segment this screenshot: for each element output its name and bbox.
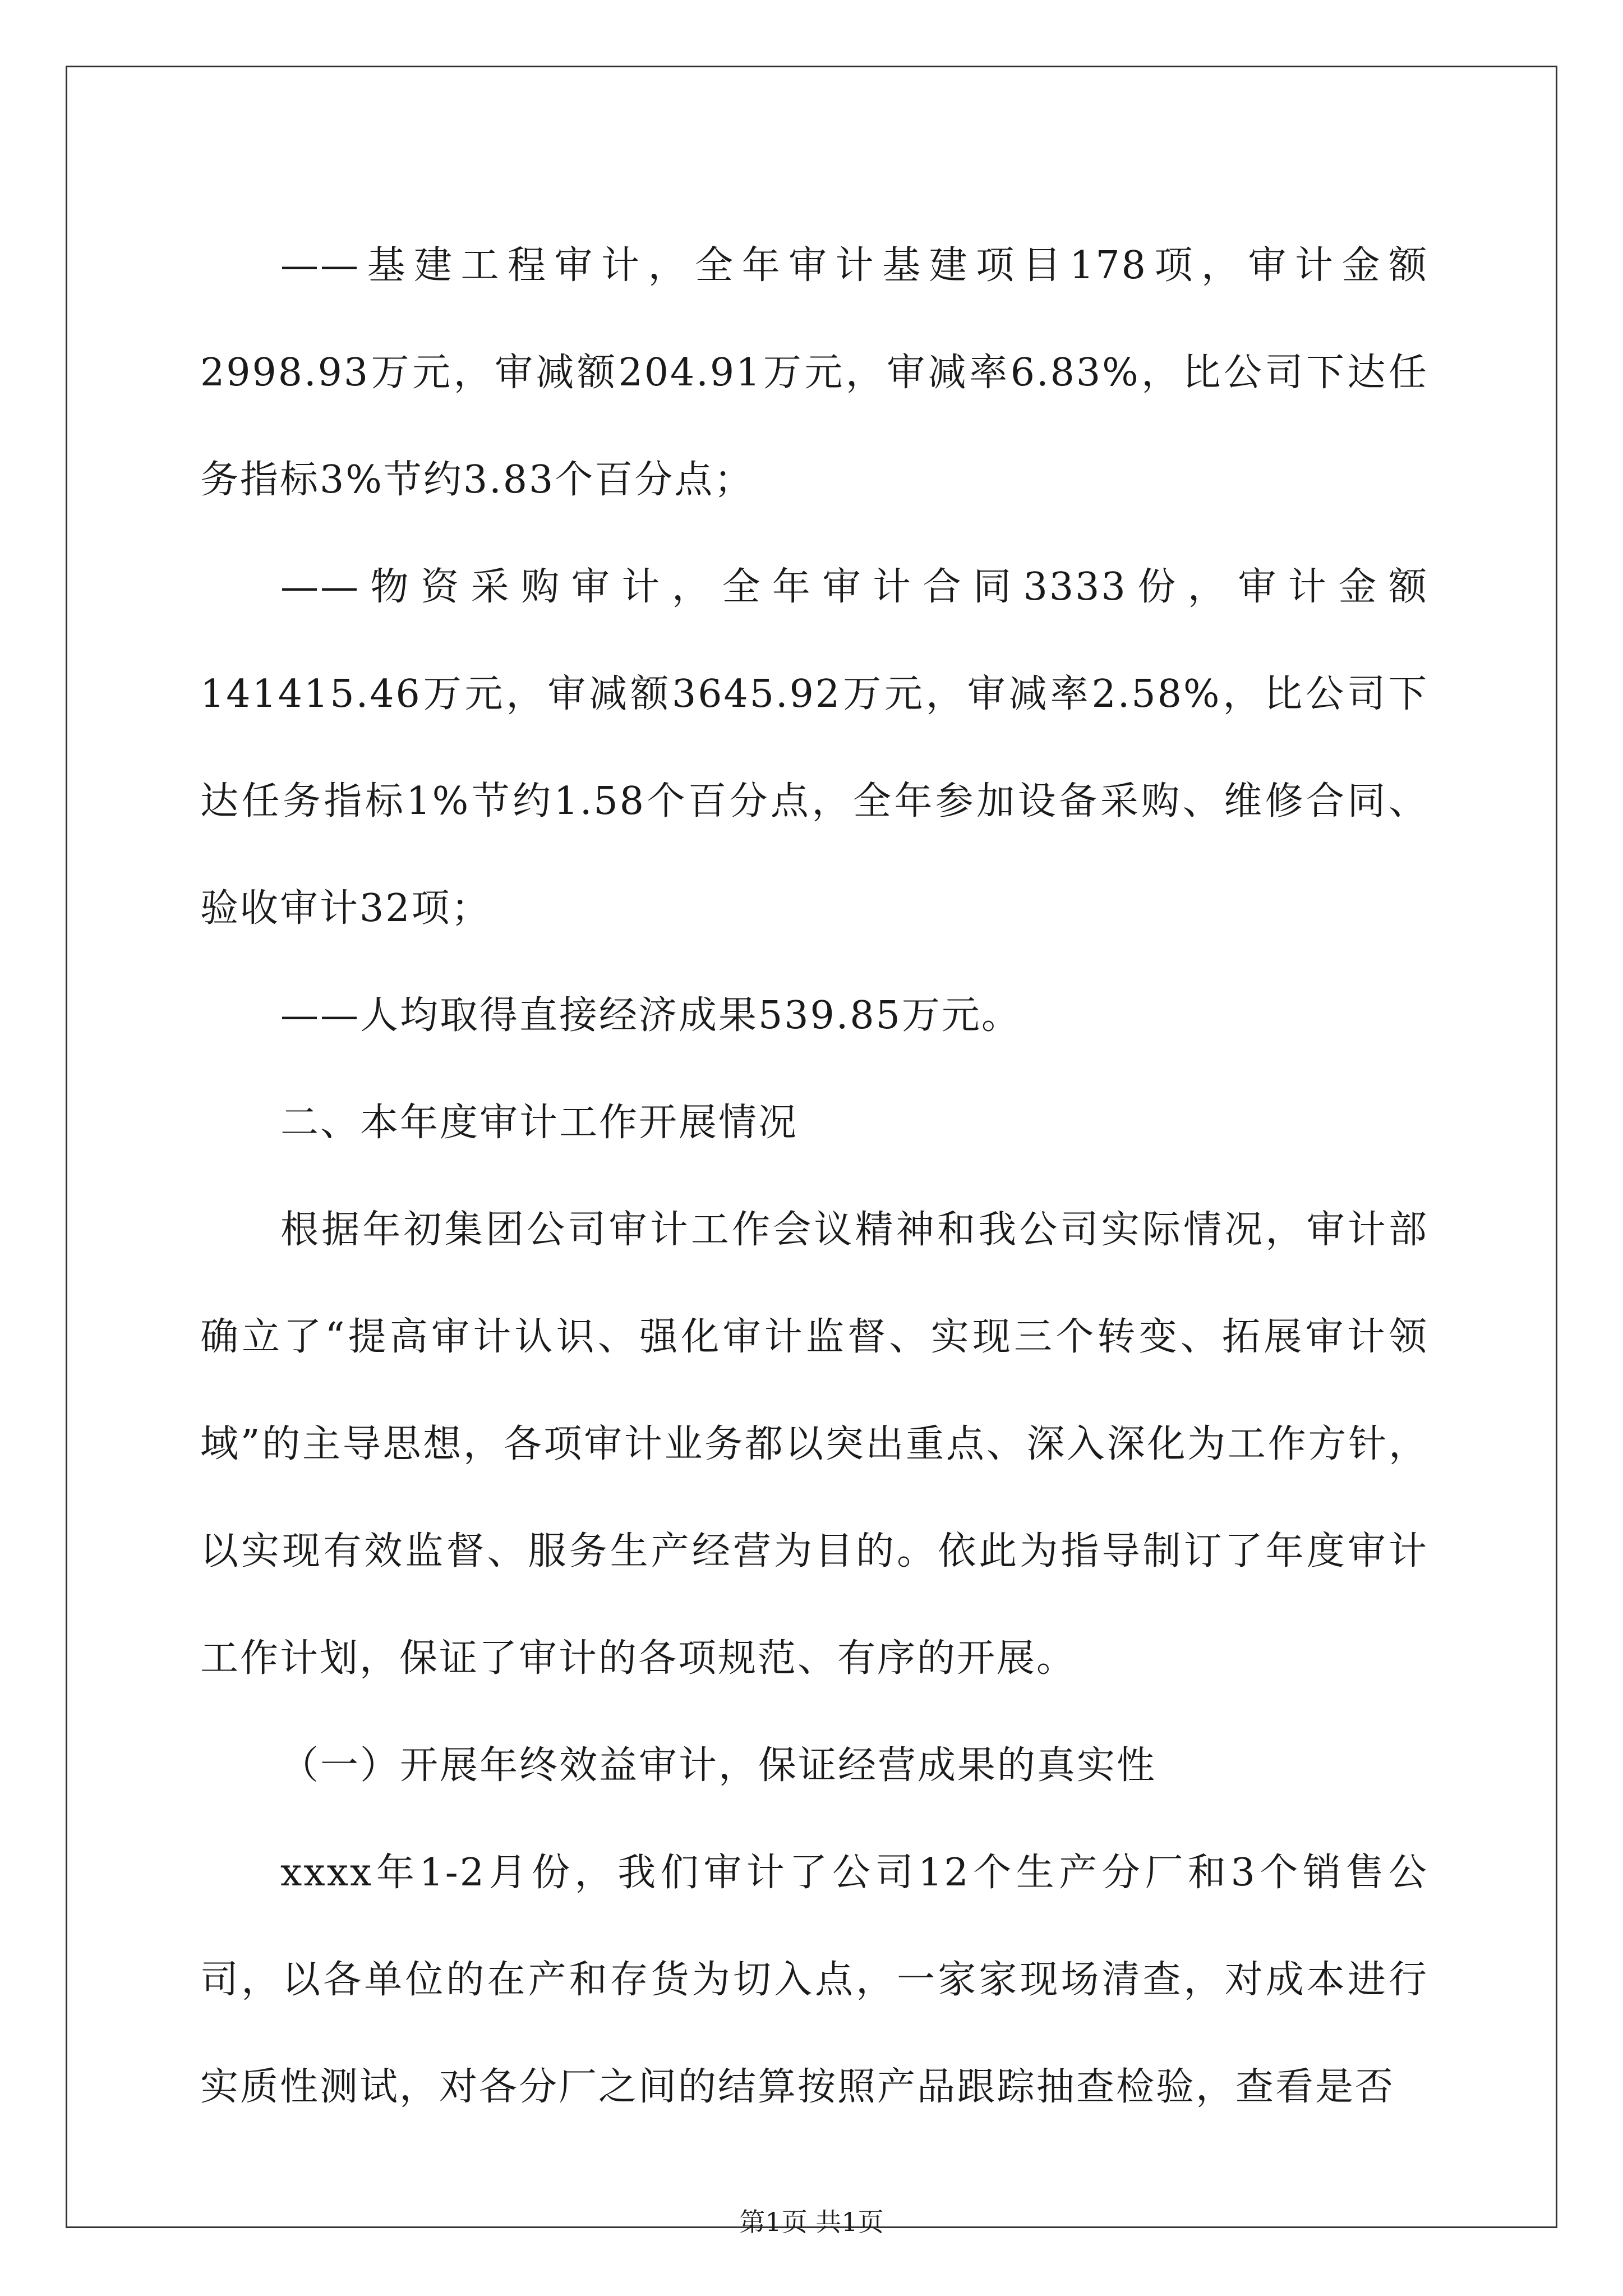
paragraph-work-overview: 根据年初集团公司审计工作会议精神和我公司实际情况，审计部确立了“提高审计认识、强化审计监督、实现三个转变、拓展审计领域”的主导思想，各项审计业务都以突出重点、深入深化为工作方针，以实现有效监督、服务生产经营为目的。依此为指导制订了年度审计工作计划，保证了审计的各项规范、有序的开展。 — [200, 1208, 1428, 1681]
page-footer: 第1页 共1页 — [739, 2207, 884, 2237]
paragraph-infrastructure-audit: ——基建工程审计，全年审计基建项目178项，审计金额2998.93万元，审减额204.91万元，审减率6.83%，比公司下达任务指标3%节约3.83个百分点； — [200, 243, 1428, 502]
paragraph-procurement-audit: ——物资采购审计，全年审计合同3333份，审计金额141415.46万元，审减额3645.92万元，审减率2.58%，比公司下达任务指标1%节约1.58个百分点，全年参加设备采购、维修合同、验收审计32项； — [200, 565, 1428, 931]
document-body — [200, 212, 1428, 2141]
paragraph-per-capita-results: ——人均取得直接经济成果539.85万元。 — [280, 993, 1021, 1038]
paragraph-year-end-audit: xxxx年1-2月份，我们审计了公司12个生产分厂和3个销售公司，以各单位的在产和存货为切入点，一家家现场清查，对成本进行实质性测试，对各分厂之间的结算按照产品跟踪抽查检验，查看是否 — [200, 1851, 1428, 2109]
subsection-heading: （一）开展年终效益审计，保证经营成果的真实性 — [280, 1743, 1157, 1788]
section-heading: 二、本年度审计工作开展情况 — [280, 1101, 799, 1145]
